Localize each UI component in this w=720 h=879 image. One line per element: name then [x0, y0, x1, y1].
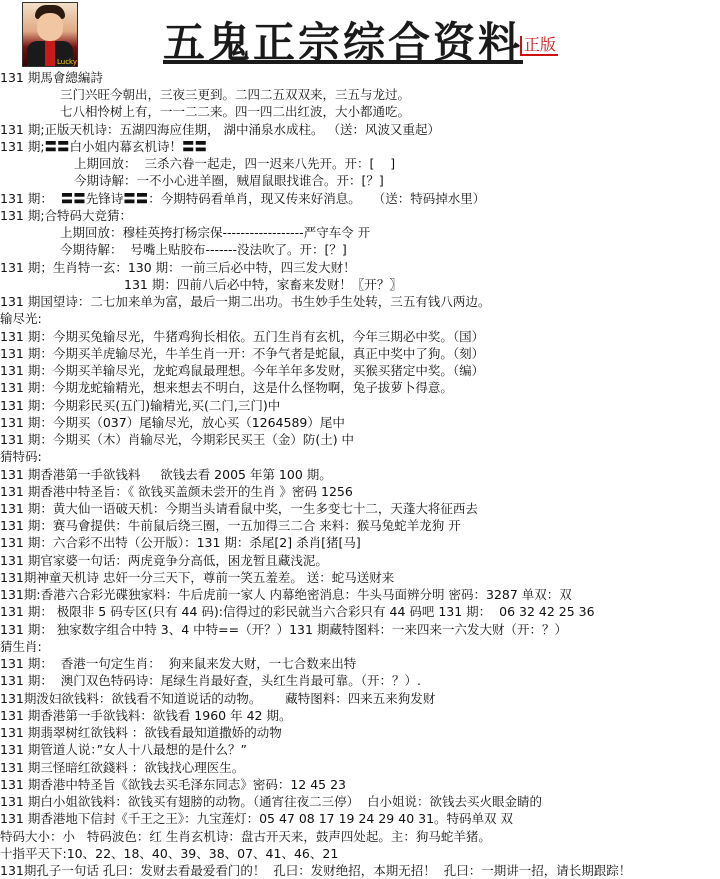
- text-line: 131 期：四前八后必中特，家畜来发财！〖开？〗: [124, 277, 402, 292]
- text-line: 131 期： 澳门双色特码诗：尾绿生肖最好查，头红生肖最可靠。（开：？）.: [0, 673, 422, 688]
- text-line: 上期回放：穆桂英挎打杨宗保------------------严守车令 开: [60, 225, 371, 240]
- text-line: 131 期国望诗：二七加来单为富，最后一期二出功。书生妙手生处转，三五有钱八两边。: [0, 294, 491, 309]
- text-line: 今期诗解：一不小心进羊圈，贼眉鼠眼找谁合。开：[？]: [74, 173, 384, 188]
- text-line: 131 期：今期买（木）肖输尽光，今期彩民买王（金）防(土) 中: [0, 432, 355, 447]
- avatar-face: [37, 13, 63, 41]
- text-line: 131 期三怪暗红欲錢料 ：欲钱找心理医生。: [0, 760, 245, 775]
- text-line: 131期神童天机诗 忠奸一分三天下，尊前一笑五羞差。 送：蛇马送财来: [0, 570, 395, 585]
- text-line: 131 期官家婆一句话：两虎竟争分高低，困龙暂且藏浅泥。: [0, 553, 328, 568]
- edition-badge: 正版: [520, 36, 558, 56]
- text-line: 131 期：今期龙蛇输精光，想来想去不明白，这是什么怪物啊，兔子拔萝卜得意。: [0, 380, 453, 395]
- avatar: [22, 2, 78, 67]
- text-line: 十指平天下:10、22、18、40、39、38、07、41、46、21: [0, 846, 339, 861]
- text-line: 131 期：今期买（037）尾输尽光，放心买（1264589）尾中: [0, 415, 345, 430]
- text-line: 131 期；生肖特一玄：130 期：一前三后必中特，四三发大财！: [0, 260, 356, 275]
- text-line: 131 期白小姐欲钱料：欲钱买有翅膀的动物。（通宵往夜二三停） 白小姐说：欲钱去买火眼金睛的: [0, 794, 543, 809]
- text-line: 131 期：赛马會提供：牛前鼠后绕三圈，一五加得三二合 来料：猴马兔蛇羊龙狗 开: [0, 518, 461, 533]
- text-line: 131 期馬會總編詩: [0, 70, 103, 85]
- text-line: 今期待解： 号嘴上贴胶布-------没法吹了。开：[？]: [60, 242, 347, 257]
- text-line: 131 期： 〓〓先锋诗〓〓：今期特码看单肖，现又传来好消息。 （送：特码掉水里）: [0, 191, 486, 206]
- text-line: 131 期香港第一手欲钱料 欲钱去看 2005 年第 100 期。: [0, 467, 332, 482]
- text-line: 131 期管道人说：”女人十八最想的是什么？”: [0, 742, 248, 757]
- page-title: 五鬼正宗综合资料: [163, 18, 524, 67]
- text-line: 131期泼妇欲钱料：欲钱看不知道说话的动物。 藏特图料：四来五来狗发财: [0, 691, 436, 706]
- text-line: 131 期;〓〓白小姐内幕玄机诗！〓〓: [0, 139, 208, 154]
- avatar-caption: Lucky: [56, 58, 77, 66]
- text-line: 131 期： 独家数字组合中特 3、4 中特==（开？）131 期藏特图料：一来四来一六发大财（开：？）: [0, 622, 567, 637]
- section-heading: 输尽光:: [0, 311, 42, 326]
- text-line: 特码大小：小 特码波色：红 生肖玄机诗：盘古开天来，鼓声四处起。主：狗马蛇羊猪。: [0, 829, 491, 844]
- text-line: 131 期;正版天机诗：五湖四海应佳期， 湖中涌泉水成柱。 （送：风波又重起）: [0, 122, 440, 137]
- section-heading: 猜特码:: [0, 449, 42, 464]
- text-line: 上期回放： 三杀六眷一起走，四一迟来八先开。开：[ ]: [74, 156, 396, 171]
- text-line: 131 期：六合彩不出特（公开版）：131 期：杀尾[2] 杀肖[猪[马]: [0, 535, 361, 550]
- text-line: 131 期：今期买兔输尽光，牛猪鸡狗长相依。五门生肖有玄机，今年三期必中奖。（国）: [0, 329, 485, 344]
- text-line: 131 期：今期买羊虎输尽光，牛羊生肖一开：不争气者是蛇鼠，真正中奖中了狗。（刻）: [0, 346, 485, 361]
- text-line: 131 期：今期彩民买(五门)输精光,买(二门,三门)中: [0, 398, 281, 413]
- text-line: 131 期香港中特圣旨《欲钱去买毛泽东同志》密码：12 45 23: [0, 777, 346, 792]
- text-line: 131 期： 极限非 5 码专区(只有 44 码):信得过的彩民就当六合彩只有 44 码吧 131 期： 06 32 42 25 36: [0, 604, 595, 619]
- section-heading: 猜生肖:: [0, 639, 42, 654]
- text-line: 131 期：今期买羊输尽光，龙蛇鸡鼠最理想。今年羊年多发财，买猴买猪定中奖。（编）: [0, 363, 485, 378]
- text-line: 131 期香港地下信封《千王之王》：九宝莲灯：05 47 08 17 19 24 29 40 31。特码单双 双: [0, 811, 513, 826]
- text-line: 131 期香港中特圣旨：《 欲钱买盖颜未尝开的生肖 》密码 1256: [0, 484, 353, 499]
- text-line: 131 期;合特码大竞猜：: [0, 208, 133, 223]
- text-line: 131 期翡翠树红欲钱料 ：欲钱看最知道撒娇的动物: [0, 725, 282, 740]
- text-line: 131期孔子一句话 孔曰：发财去看最爱看门的！ 孔曰：发财绝招，本期无招！ 孔曰：一期讲一招，请长期跟踪！: [0, 863, 632, 878]
- text-line: 131期:香港六合彩光碟独家料：牛后虎前一家人 内幕绝密消息：牛头马面辨分明 密码：3287 单双：双: [0, 587, 572, 602]
- text-line: 131 期：黄大仙一语破天机：今期当头请看鼠中奖，一生多变七十二，天蓬大将征西去: [0, 501, 478, 516]
- text-line: 131 期香港第一手欲钱料：欲钱看 1960 年 42 期。: [0, 708, 292, 723]
- text-line: 131 期： 香港一句定生肖： 狗来鼠来发大财，一七合数来出特: [0, 656, 357, 671]
- text-line: 七八相怜树上有，一一二二来。四一四二出红波，大小都通吃。: [60, 104, 411, 119]
- text-line: 三门兴旺今朝出，三夜三更到。二四二五双双来，三五与龙过。: [60, 87, 411, 102]
